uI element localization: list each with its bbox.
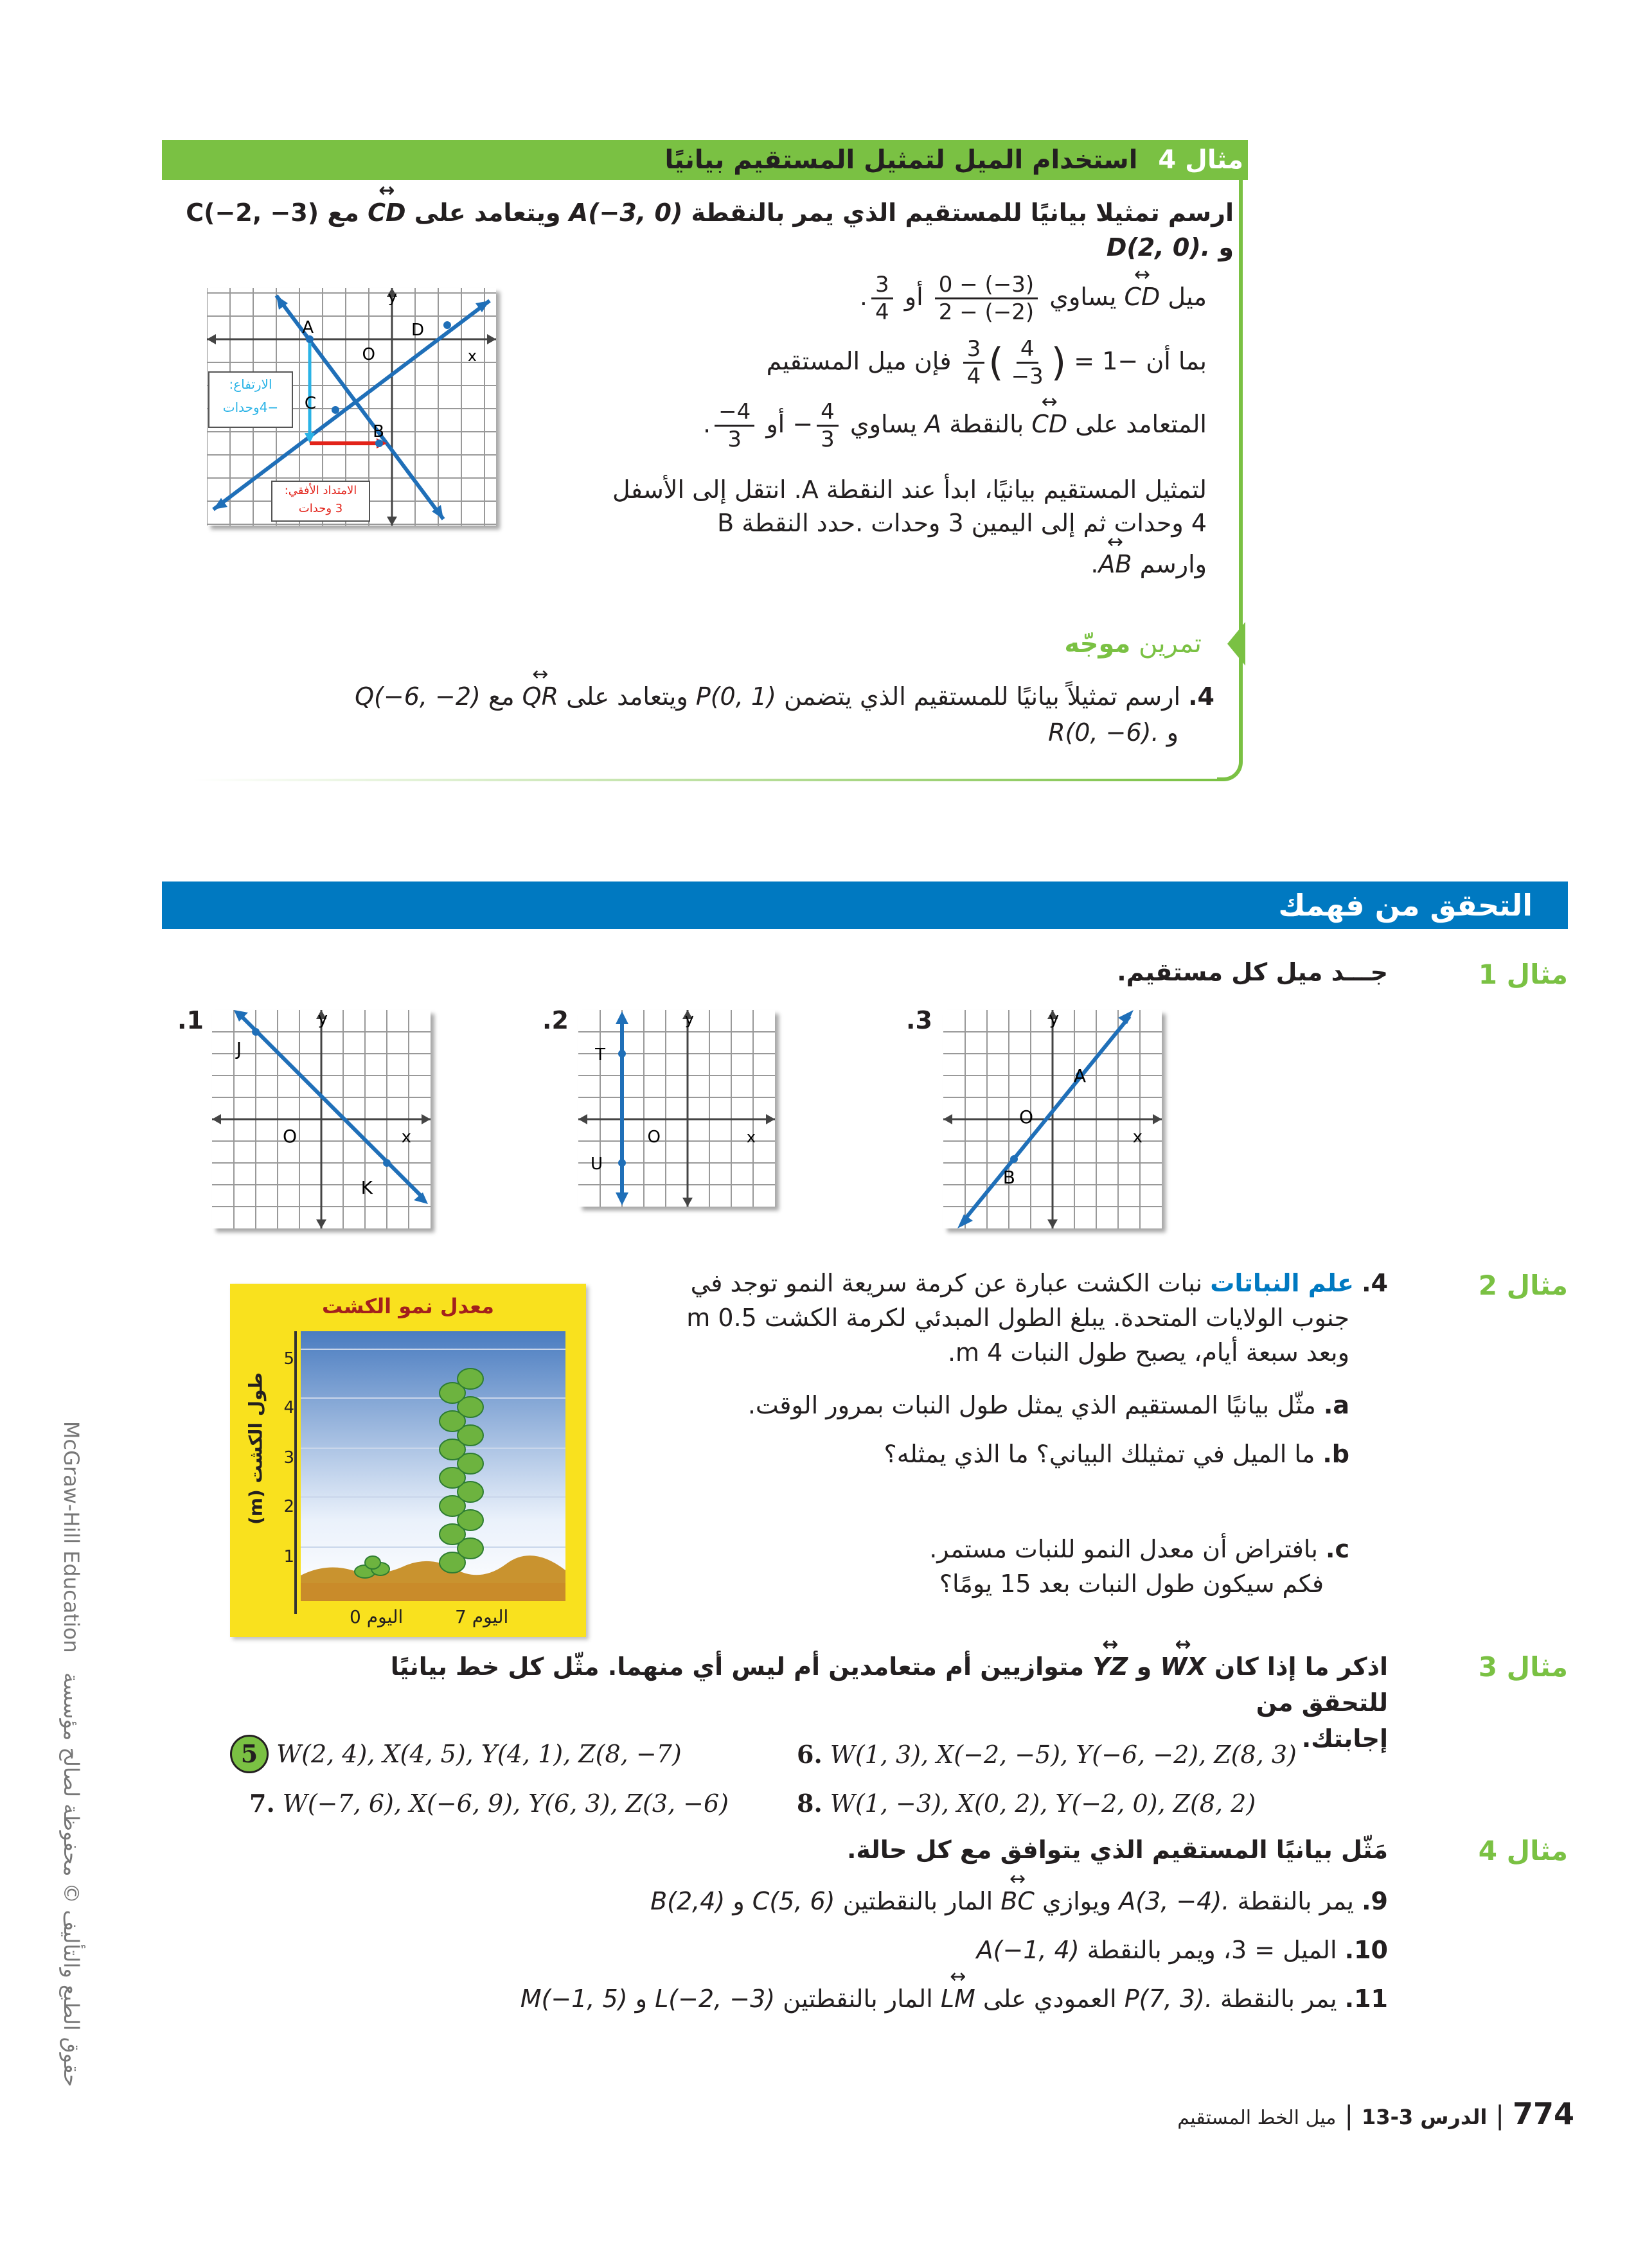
plant-day0 (355, 1556, 389, 1578)
guided-problem-4: 4. ارسم تمثيلاً بيانيًا للمستقيم الذي يتضمن P(0, 1) ويتعامد على ↔ QR مع Q(−6, −2) و R(0, −6). (328, 678, 1214, 750)
example4-label: مثال 4 (1158, 145, 1243, 175)
check-title: التحقق من فهمك (1278, 888, 1533, 923)
svg-text:x: x (1132, 1128, 1143, 1147)
pt-O: O (282, 1126, 297, 1147)
svg-text:y: y (684, 1010, 694, 1028)
plant-chart-day0: اليوم 0 (350, 1606, 404, 1627)
svg-text:O: O (647, 1128, 661, 1147)
q4c: c. بافتراض أن معدل النمو للنبات مستمر. فكم سيكون طول النبات بعد 15 يومًا؟ (929, 1535, 1349, 1598)
q10: 10. الميل = 3، ويمر بالنقطة A(−1, 4) (976, 1936, 1388, 1964)
pt-K: K (360, 1177, 373, 1198)
g3-num: 3. (906, 1006, 932, 1034)
footer-page-num: 774 (1512, 2096, 1574, 2131)
guided-tab (1227, 622, 1245, 666)
pt-A: A (302, 318, 314, 337)
example4-frame (1239, 180, 1243, 758)
side-publisher: McGraw-Hill Education (59, 1421, 84, 1653)
ex1-label: مثال 1 (1478, 959, 1568, 990)
svg-text:x: x (401, 1128, 411, 1147)
example4-slope-line1: ميل ↔ CD يساوي $\frac{0 - (-3)}{2 - (-2)}$ أو $\frac{3}{4}$ . (628, 270, 1207, 324)
footer-lesson-title: ميل الخط المستقيم (1177, 2107, 1337, 2129)
pt-B: B (373, 422, 384, 441)
q7: 7. W(−7, 6), X(−6, 9), Y(6, 3), Z(3, −6) (249, 1789, 729, 1818)
graph-3 (943, 1010, 1162, 1228)
footer: 774 | الدرس 3-13 | ميل الخط المستقيم (1177, 2096, 1574, 2131)
q5: 5 W(2, 4), X(4, 5), Y(4, 1), Z(8, −7) (230, 1735, 682, 1773)
pt-D: D (411, 321, 424, 340)
plant-chart-ylabel: طول الكشت (m) (245, 1372, 267, 1525)
example4-slope-line2: بما أن −1 = $\frac{3}{4}$ ( $\frac{4}{-3}$ ) فإن ميل المستقيم (766, 336, 1207, 389)
line-jk (240, 1015, 423, 1198)
q4-problem: 4. علم النباتات نبات الكشت عبارة عن كرمة سريعة النمو توجد في جنوب الولايات المتحدة. يبلغ الطول المبدئي لكرمة الكشت 0.5 m وبعد سبعة أيام، يصبح طول النبات 4 m. (686, 1269, 1388, 1367)
pt-T: T (595, 1045, 605, 1065)
graph-2 (578, 1010, 775, 1207)
guided-practice-label: تمرين موجّه (1064, 629, 1202, 659)
pt-U: U (590, 1155, 603, 1174)
svg-text:x: x (746, 1128, 756, 1146)
q8: 8. W(1, −3), X(0, 2), Y(−2, 0), Z(8, 2) (797, 1789, 1256, 1818)
example4-header (665, 140, 1243, 180)
ex3-label: مثال 3 (1478, 1651, 1568, 1683)
pt-A: A (1073, 1065, 1086, 1086)
ex4-label: مثال 4 (1478, 1835, 1568, 1866)
rise-label: الارتفاع: −4وحدات (208, 371, 293, 428)
ex3-text: اذكر ما إذا كان ↔ WX و ↔ YZ متوازيين أم متعامدين أم ليس أي منهما. مثّل كل خط بيانيًا للتحقق من إجابتك. (360, 1649, 1388, 1757)
ex2-label: مثال 2 (1478, 1270, 1568, 1301)
pt-C: C (304, 394, 316, 413)
pt-B: B (1002, 1167, 1015, 1188)
plant-chart-axis (294, 1331, 297, 1614)
side-text (45, 1240, 84, 2268)
example4-frame-bottom (193, 779, 1221, 781)
svg-text:y: y (317, 1010, 328, 1029)
g2-num: 2. (542, 1006, 569, 1034)
pt-O: O (362, 345, 375, 364)
plant-chart-title: معدل نمو الكشت (322, 1294, 494, 1318)
run-label: الامتداد الأفقي: 3 وحدات (271, 481, 370, 522)
side-rights: حقوق الطبع والتأليف © محفوظة لصالح مؤسسة (59, 1672, 84, 2087)
q4a: a. مثّل بيانيًا المستقيم الذي يمثل طول النبات بمرور الوقت. (747, 1391, 1349, 1419)
example4-title: استخدام الميل لتمثيل المستقيم بيانيًا (664, 145, 1138, 175)
pt-J: J (236, 1038, 242, 1059)
ex4-text: مَثّل بيانيًا المستقيم الذي يتوافق مع كل حالة. (846, 1836, 1388, 1864)
q5-circled-num: 5 (230, 1735, 269, 1773)
example4-problem: ارسم تمثيلا بيانيًا للمستقيم الذي يمر بالنقطة A(−3, 0) ويتعامد على ↔ CD مع C(−2, −3) و D(2, 0). (180, 195, 1234, 265)
ex1-text: جـــد ميل كل مستقيم. (1117, 958, 1388, 986)
svg-text:y: y (1049, 1010, 1059, 1029)
plant-chart-plot (301, 1331, 565, 1601)
footer-lesson-label: الدرس 3-13 (1362, 2105, 1488, 2129)
q4b: b. ما الميل في تمثيلك البياني؟ ما الذي يمثله؟ (884, 1440, 1349, 1468)
example4-slope-line3: المتعامد على ↔ CD بالنقطة A يساوي − $\frac{4}{3}$ أو $\frac{-4}{3}$ . (628, 397, 1207, 451)
plant-chart (230, 1284, 586, 1637)
q6: 6. W(1, 3), X(−2, −5), Y(−6, −2), Z(8, 3) (797, 1740, 1297, 1769)
q11: 11. يمر بالنقطة P(7, 3). العمودي على ↔ LM المار بالنقطتين L(−2, −3) و M(−1, 5) (167, 1981, 1388, 2016)
g1-num: 1. (177, 1006, 204, 1034)
example4-frame-corner (1217, 756, 1243, 781)
plant-day7 (440, 1369, 483, 1573)
axis-y: y (387, 288, 397, 306)
svg-text:O: O (1018, 1106, 1033, 1128)
example4-graph-instructions: لتمثيل المستقيم بيانيًا، ابدأ عند النقطة A. انتقل إلى الأسفل 4 وحدات ثم إلى اليمين 3 وحدات .حدد النقطة B وارسم ↔ AB. (551, 473, 1207, 581)
graph-1 (212, 1010, 431, 1228)
axis-x: x (467, 347, 477, 365)
plant-chart-day7: اليوم 7 (455, 1606, 509, 1627)
example4-graph (207, 288, 496, 526)
plant-chart-yticks: 1 2 3 4 5 (283, 1349, 294, 1566)
q9: 9. يمر بالنقطة A(3, −4). ويوازي ↔ BC المار بالنقطتين C(5, 6) و B(2,4) (167, 1884, 1388, 1918)
